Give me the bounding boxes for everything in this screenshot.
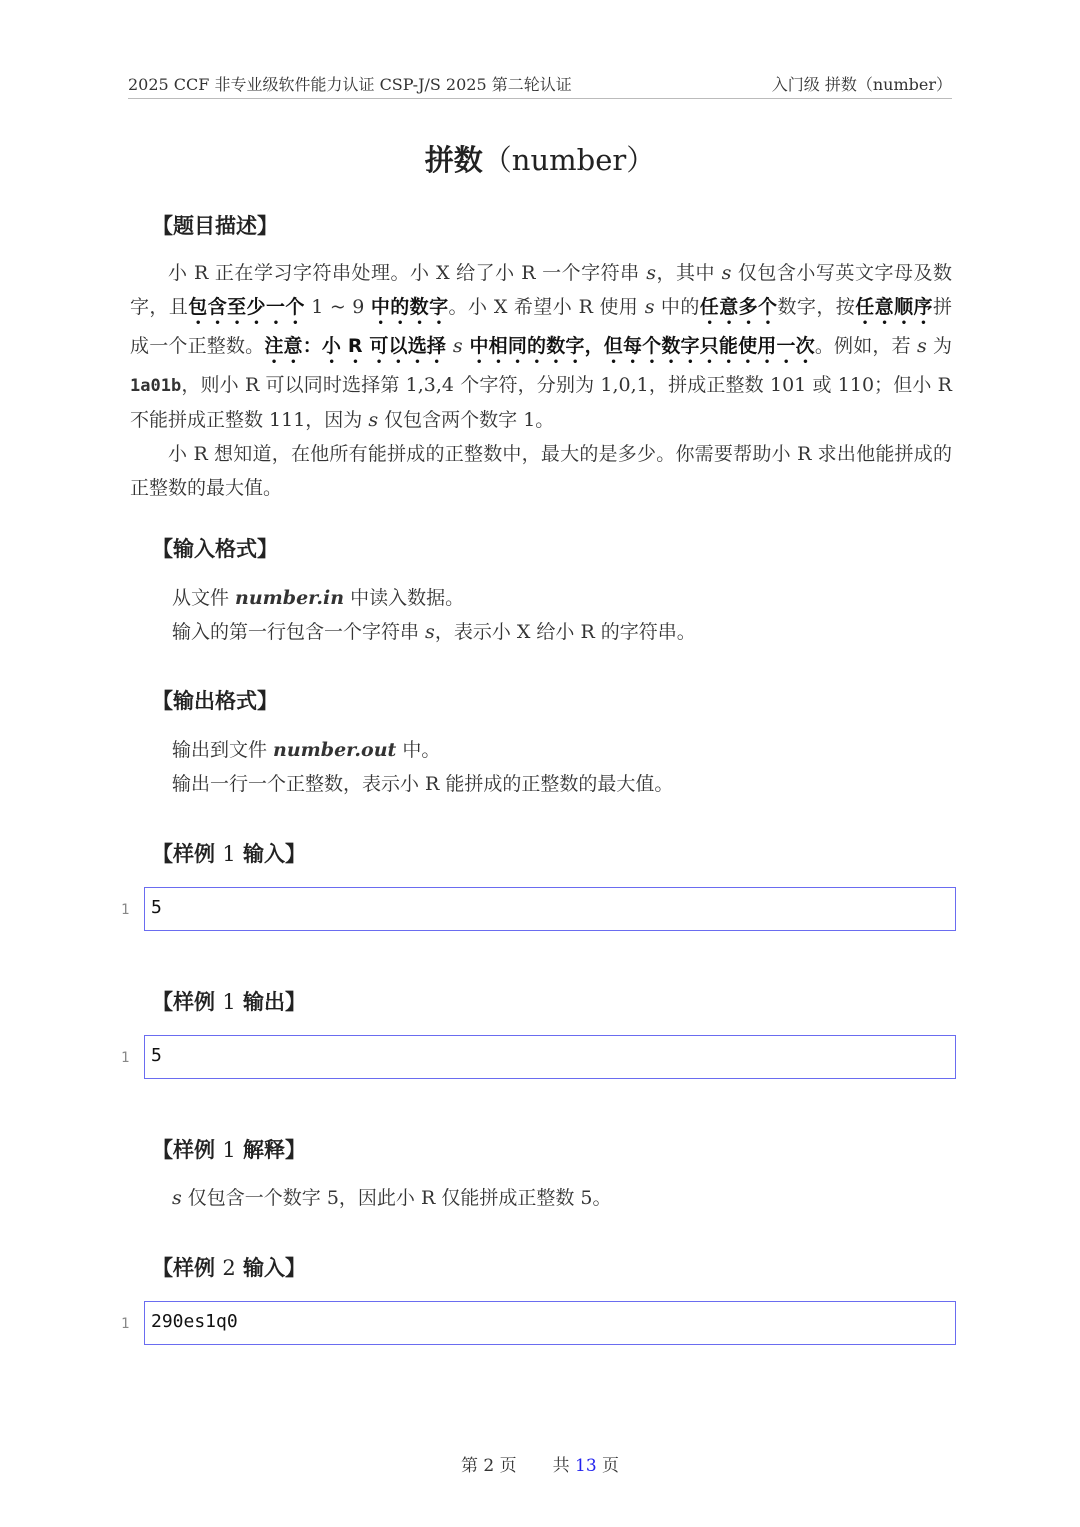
section-sample1-explanation: 【样例 1 解释】 bbox=[152, 1138, 306, 1162]
sample2-input-box[interactable] bbox=[144, 1301, 956, 1345]
section-sample1-input: 【样例 1 输入】 bbox=[152, 842, 306, 866]
sample1-output-box[interactable] bbox=[144, 1035, 956, 1079]
description-p2: 小 R 想知道，在他所有能拼成的正整数中，最大的是多少。你需要帮助小 R 求出他能拼成的正整数的最大值。 bbox=[130, 443, 952, 499]
description-p1: 小 R 正在学习字符串处理。小 X 给了小 R 一个字符串 s，其中 s 仅包含小写英文字母及数字，且包含至少一个 1 ~ 9 中的数字。小 X 希望小 R 使用 s 中的任意多个数字，按任意顺序拼成一个正整数。注意：小 R 可以选择 s 中相同的数字，但每个数字只能使用一次。例如，若 s 为 1a01b，则小 R 可以同时选择第 1,3,4 个字符，分别为 1,0,1，拼成正整数 101 或 110；但小 R 不能拼成正整数 111，因为 s 仅包含两个数字 1。 bbox=[130, 262, 952, 431]
description-body bbox=[130, 256, 952, 505]
total-pages-link[interactable]: 13 bbox=[575, 1456, 597, 1476]
output-filename: number.out bbox=[273, 739, 397, 761]
input-format-line2: 输入的第一行包含一个字符串 s，表示小 X 给小 R 的字符串。 bbox=[172, 621, 696, 643]
line-number: 1 bbox=[121, 1050, 130, 1066]
section-input-format: 【输入格式】 bbox=[152, 537, 278, 561]
example-string: 1a01b bbox=[130, 376, 182, 396]
sample2-input-code: 290es1q0 bbox=[151, 1311, 238, 1332]
header-right: 入门级 拼数（number） bbox=[771, 75, 952, 94]
title-cn: 拼数 bbox=[424, 143, 483, 177]
header-left: 2025 CCF 非专业级软件能力认证 CSP-J/S 2025 第二轮认证 bbox=[128, 75, 572, 94]
sample1-input-box[interactable] bbox=[144, 887, 956, 931]
sample1-explanation-text: s 仅包含一个数字 5，因此小 R 仅能拼成正整数 5。 bbox=[172, 1187, 612, 1209]
section-output-format: 【输出格式】 bbox=[152, 689, 278, 713]
sample1-output-code: 5 bbox=[151, 1045, 162, 1066]
output-format-line1: 输出到文件 number.out 中。 bbox=[172, 739, 441, 761]
page-footer: 第 2 页 共 13 页 bbox=[460, 1456, 620, 1476]
line-number: 1 bbox=[121, 1316, 130, 1332]
page-header bbox=[128, 70, 952, 99]
section-sample2-input: 【样例 2 输入】 bbox=[152, 1256, 306, 1280]
output-format-line2: 输出一行一个正整数，表示小 R 能拼成的正整数的最大值。 bbox=[172, 773, 674, 795]
problem-title bbox=[0, 138, 1080, 179]
section-description: 【题目描述】 bbox=[152, 214, 278, 238]
section-sample1-output: 【样例 1 输出】 bbox=[152, 990, 306, 1014]
input-format-line1: 从文件 number.in 中读入数据。 bbox=[172, 587, 465, 609]
input-filename: number.in bbox=[235, 587, 345, 609]
line-number: 1 bbox=[121, 902, 130, 918]
sample1-input-code: 5 bbox=[151, 897, 162, 918]
title-en: （number） bbox=[482, 143, 656, 177]
current-page: 2 bbox=[483, 1456, 495, 1476]
